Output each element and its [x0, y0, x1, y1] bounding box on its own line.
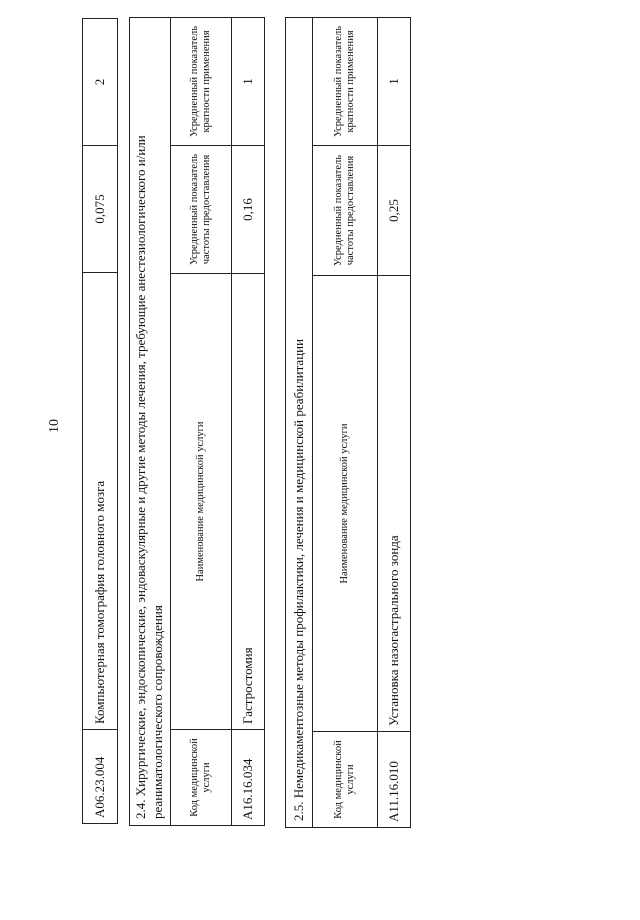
header-code: Код медицинской услуги — [171, 730, 232, 826]
header-multiplicity: Усредненный показатель кратности применения — [313, 17, 378, 145]
section-2-4-wrapper — [129, 17, 265, 826]
multiplicity-value: 1 — [232, 17, 265, 145]
service-name: Установка назогастрального зонда — [378, 276, 411, 732]
header-name: Наименование медицинской услуги — [313, 276, 378, 732]
table-row — [232, 17, 265, 825]
service-code: A16.16.034 — [232, 730, 265, 826]
frequency-value: 0,25 — [378, 146, 411, 276]
table-row — [83, 19, 118, 824]
multiplicity-value: 2 — [83, 19, 118, 146]
section-2-4-table — [129, 17, 265, 826]
header-row — [313, 17, 378, 827]
header-frequency: Усредненный показатель частоты предоставления — [313, 146, 378, 276]
header-frequency: Усредненный показатель частоты предоставления — [171, 146, 232, 274]
section-2-5-wrapper — [285, 17, 411, 828]
table-top-wrapper — [82, 18, 118, 824]
multiplicity-value: 1 — [378, 17, 411, 145]
service-code: A11.16.010 — [378, 732, 411, 828]
header-code: Код медицинской услуги — [313, 732, 378, 828]
frequency-value: 0,16 — [232, 146, 265, 274]
frequency-value: 0,075 — [83, 146, 118, 273]
service-name: Гастростомия — [232, 274, 265, 730]
section-title-row — [130, 17, 171, 825]
section-title: 2.4. Хирургические, эндоскопические, эндоваскулярные и другие методы лечения, требующие анестезиологического и/или реаниматологического сопровождения — [130, 17, 171, 825]
service-code: A06.23.004 — [83, 730, 118, 824]
service-name: Компьютерная томография головного мозга — [83, 273, 118, 730]
section-2-5-table — [285, 17, 411, 828]
table-row — [378, 17, 411, 827]
header-multiplicity: Усредненный показатель кратности применения — [171, 17, 232, 145]
table-top — [82, 18, 118, 824]
section-title-row — [286, 17, 313, 827]
page-number: 10 — [47, 419, 62, 433]
header-name: Наименование медицинской услуги — [171, 274, 232, 730]
section-title: 2.5. Немедикаментозные методы профилактики, лечения и медицинской реабилитации — [286, 17, 313, 827]
header-row — [171, 17, 232, 825]
